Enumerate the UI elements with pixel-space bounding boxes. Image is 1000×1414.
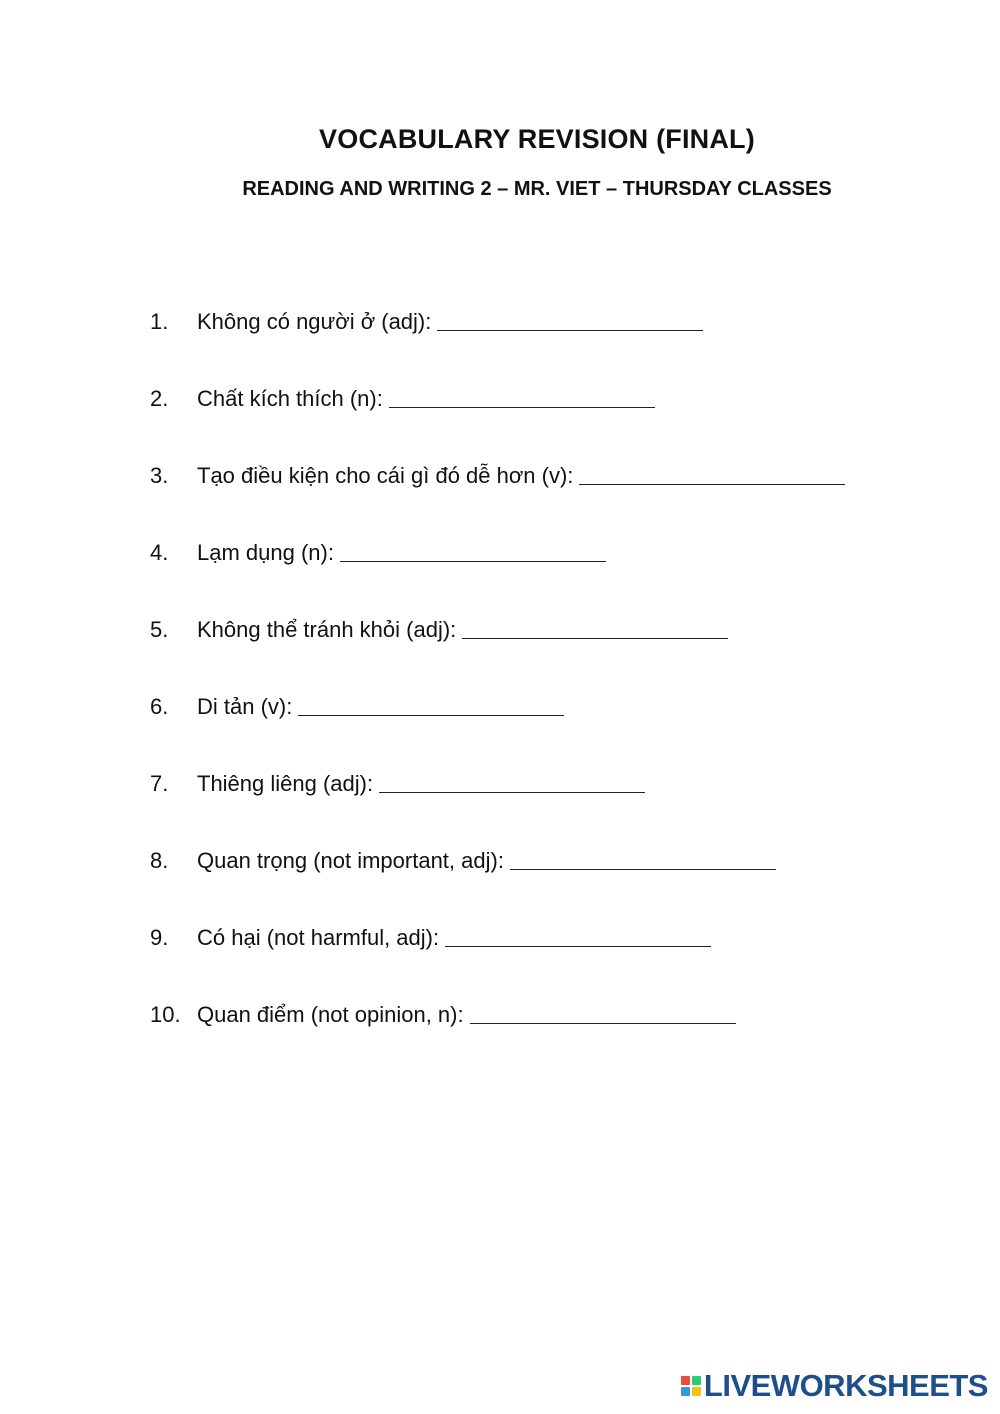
question-item — [150, 924, 930, 1001]
logo-square — [692, 1387, 701, 1396]
logo-text: LIVEWORKSHEETS — [703, 1368, 988, 1403]
question-item — [150, 770, 930, 847]
page-subtitle: READING AND WRITING 2 – MR. VIET – THURSDAY CLASSES — [242, 178, 832, 200]
question-prompt: Chất kích thích (n): — [197, 386, 383, 411]
logo-square — [692, 1376, 701, 1385]
answer-blank[interactable] — [510, 847, 776, 870]
answer-blank[interactable] — [462, 616, 728, 639]
question-prompt: Thiêng liêng (adj): — [197, 771, 374, 796]
question-prompt: Lạm dụng (n): — [197, 540, 334, 565]
question-number: 1. — [150, 309, 169, 334]
question-prompt: Không thể tránh khỏi (adj): — [197, 617, 457, 642]
question-item — [150, 385, 930, 462]
question-number: 6. — [150, 694, 169, 719]
page-title: VOCABULARY REVISION (FINAL) — [319, 124, 755, 154]
question-item — [150, 693, 930, 770]
answer-blank[interactable] — [379, 770, 645, 793]
answer-blank[interactable] — [470, 1001, 736, 1024]
question-prompt: Di tản (v): — [197, 694, 293, 719]
logo-square — [681, 1387, 690, 1396]
liveworksheets-logo[interactable] — [681, 1366, 988, 1406]
question-list — [150, 308, 930, 1078]
question-item — [150, 308, 930, 385]
answer-blank[interactable] — [445, 924, 711, 947]
question-item — [150, 539, 930, 616]
question-prompt: Tạo điều kiện cho cái gì đó dễ hơn (v): — [197, 463, 574, 488]
answer-blank[interactable] — [579, 462, 845, 485]
answer-blank[interactable] — [298, 693, 564, 716]
question-number: 10. — [150, 1002, 181, 1027]
question-prompt: Quan điểm (not opinion, n): — [197, 1002, 464, 1027]
question-number: 4. — [150, 540, 169, 565]
question-number: 8. — [150, 848, 169, 873]
question-number: 5. — [150, 617, 169, 642]
question-number: 2. — [150, 386, 169, 411]
question-item — [150, 847, 930, 924]
question-item — [150, 462, 930, 539]
question-item — [150, 616, 930, 693]
question-number: 9. — [150, 925, 169, 950]
question-number: 7. — [150, 771, 169, 796]
answer-blank[interactable] — [437, 308, 703, 331]
question-number: 3. — [150, 463, 169, 488]
question-item — [150, 1001, 930, 1078]
question-prompt: Không có người ở (adj): — [197, 309, 432, 334]
answer-blank[interactable] — [340, 539, 606, 562]
question-prompt: Quan trọng (not important, adj): — [197, 848, 504, 873]
answer-blank[interactable] — [389, 385, 655, 408]
question-prompt: Có hại (not harmful, adj): — [197, 925, 440, 950]
logo-square — [681, 1376, 690, 1385]
liveworksheets-logo-icon — [681, 1376, 701, 1396]
